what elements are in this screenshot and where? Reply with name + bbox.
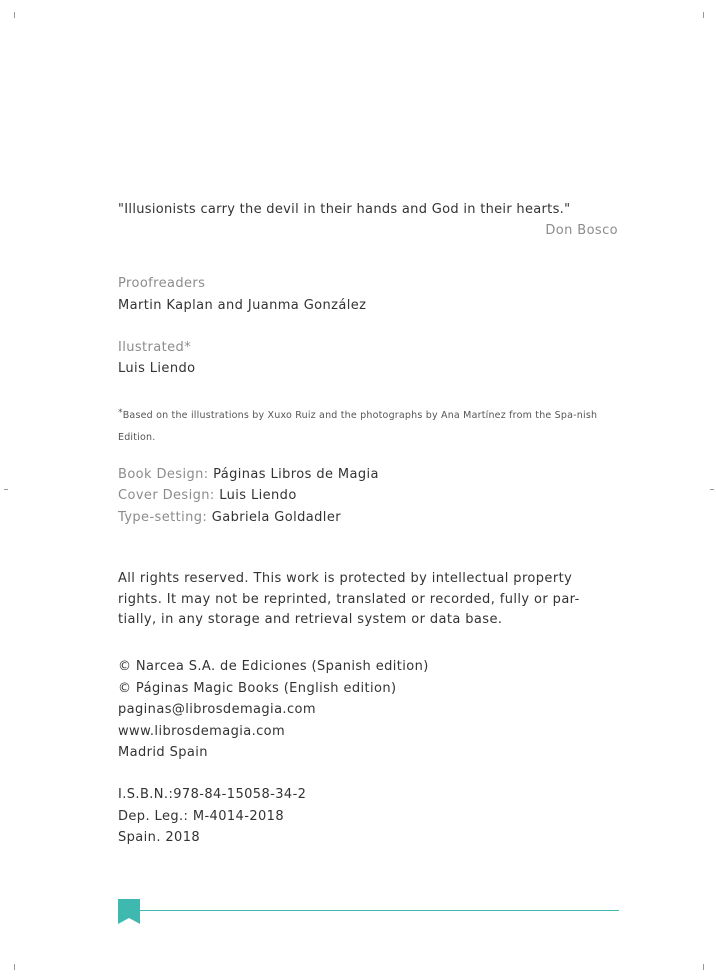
credit-separator: : bbox=[203, 467, 214, 482]
publisher-website: www.librosdemagia.com bbox=[118, 723, 286, 739]
publisher-block bbox=[118, 656, 429, 764]
credit-separator: : bbox=[209, 488, 220, 503]
publisher-line-spanish: © Narcea S.A. de Ediciones (Spanish edition) bbox=[118, 659, 429, 674]
footnote bbox=[118, 402, 620, 449]
crop-mark-bottom-left bbox=[14, 964, 15, 970]
credit-value: Luis Liendo bbox=[219, 488, 297, 503]
credit-cover-design bbox=[118, 488, 297, 503]
credit-type-setting bbox=[118, 510, 341, 525]
proofreaders-label: Proofreaders bbox=[118, 276, 206, 291]
publication-year: Spain. 2018 bbox=[118, 830, 201, 845]
credit-value: Gabriela Goldadler bbox=[211, 510, 341, 525]
rights-statement: All rights reserved. This work is protected by intellectual property rights. It may not be reprinted, translated or recorded, fully or par-tially, in any storage and retrieval system or data base. bbox=[118, 571, 580, 627]
footnote-mark: * bbox=[118, 408, 123, 418]
publisher-line-english: © Páginas Magic Books (English edition) bbox=[118, 680, 397, 696]
legal-block bbox=[118, 784, 306, 849]
footnote-text: Based on the illustrations by Xuxo Ruiz and the photographs by Ana Martínez from the Spa-nish Edition. bbox=[118, 410, 598, 443]
legal-deposit: Dep. Leg.: M-4014-2018 bbox=[118, 808, 284, 824]
proofreaders-names: Martin Kaplan and Juanma González bbox=[118, 298, 367, 313]
credit-value: Páginas Libros de Magia bbox=[213, 467, 379, 482]
epigraph-quote: "Illusionists carry the devil in their hands and God in their hearts." bbox=[118, 202, 571, 217]
publisher-location: Madrid Spain bbox=[118, 745, 208, 760]
illustrated-name: Luis Liendo bbox=[118, 361, 196, 376]
crop-mark-mid-left bbox=[4, 489, 8, 490]
credit-label: Type-setting bbox=[118, 510, 203, 525]
crop-mark-mid-right bbox=[710, 489, 714, 490]
publisher-email: paginas@librosdemagia.com bbox=[118, 702, 316, 717]
footer-rule bbox=[140, 910, 619, 911]
crop-mark-top-left bbox=[14, 12, 15, 18]
credit-label: Book Design bbox=[118, 467, 204, 482]
credit-label: Cover Design bbox=[118, 488, 210, 503]
epigraph-author: Don Bosco bbox=[545, 223, 618, 238]
bookmark-ribbon-icon bbox=[118, 899, 140, 924]
crop-mark-top-right bbox=[703, 12, 704, 18]
illustrated-label: Ilustrated* bbox=[118, 340, 192, 355]
crop-mark-bottom-right bbox=[703, 964, 704, 970]
isbn: I.S.B.N.:978-84-15058-34-2 bbox=[118, 787, 307, 802]
credit-separator: : bbox=[202, 510, 212, 525]
credit-book-design bbox=[118, 467, 379, 482]
